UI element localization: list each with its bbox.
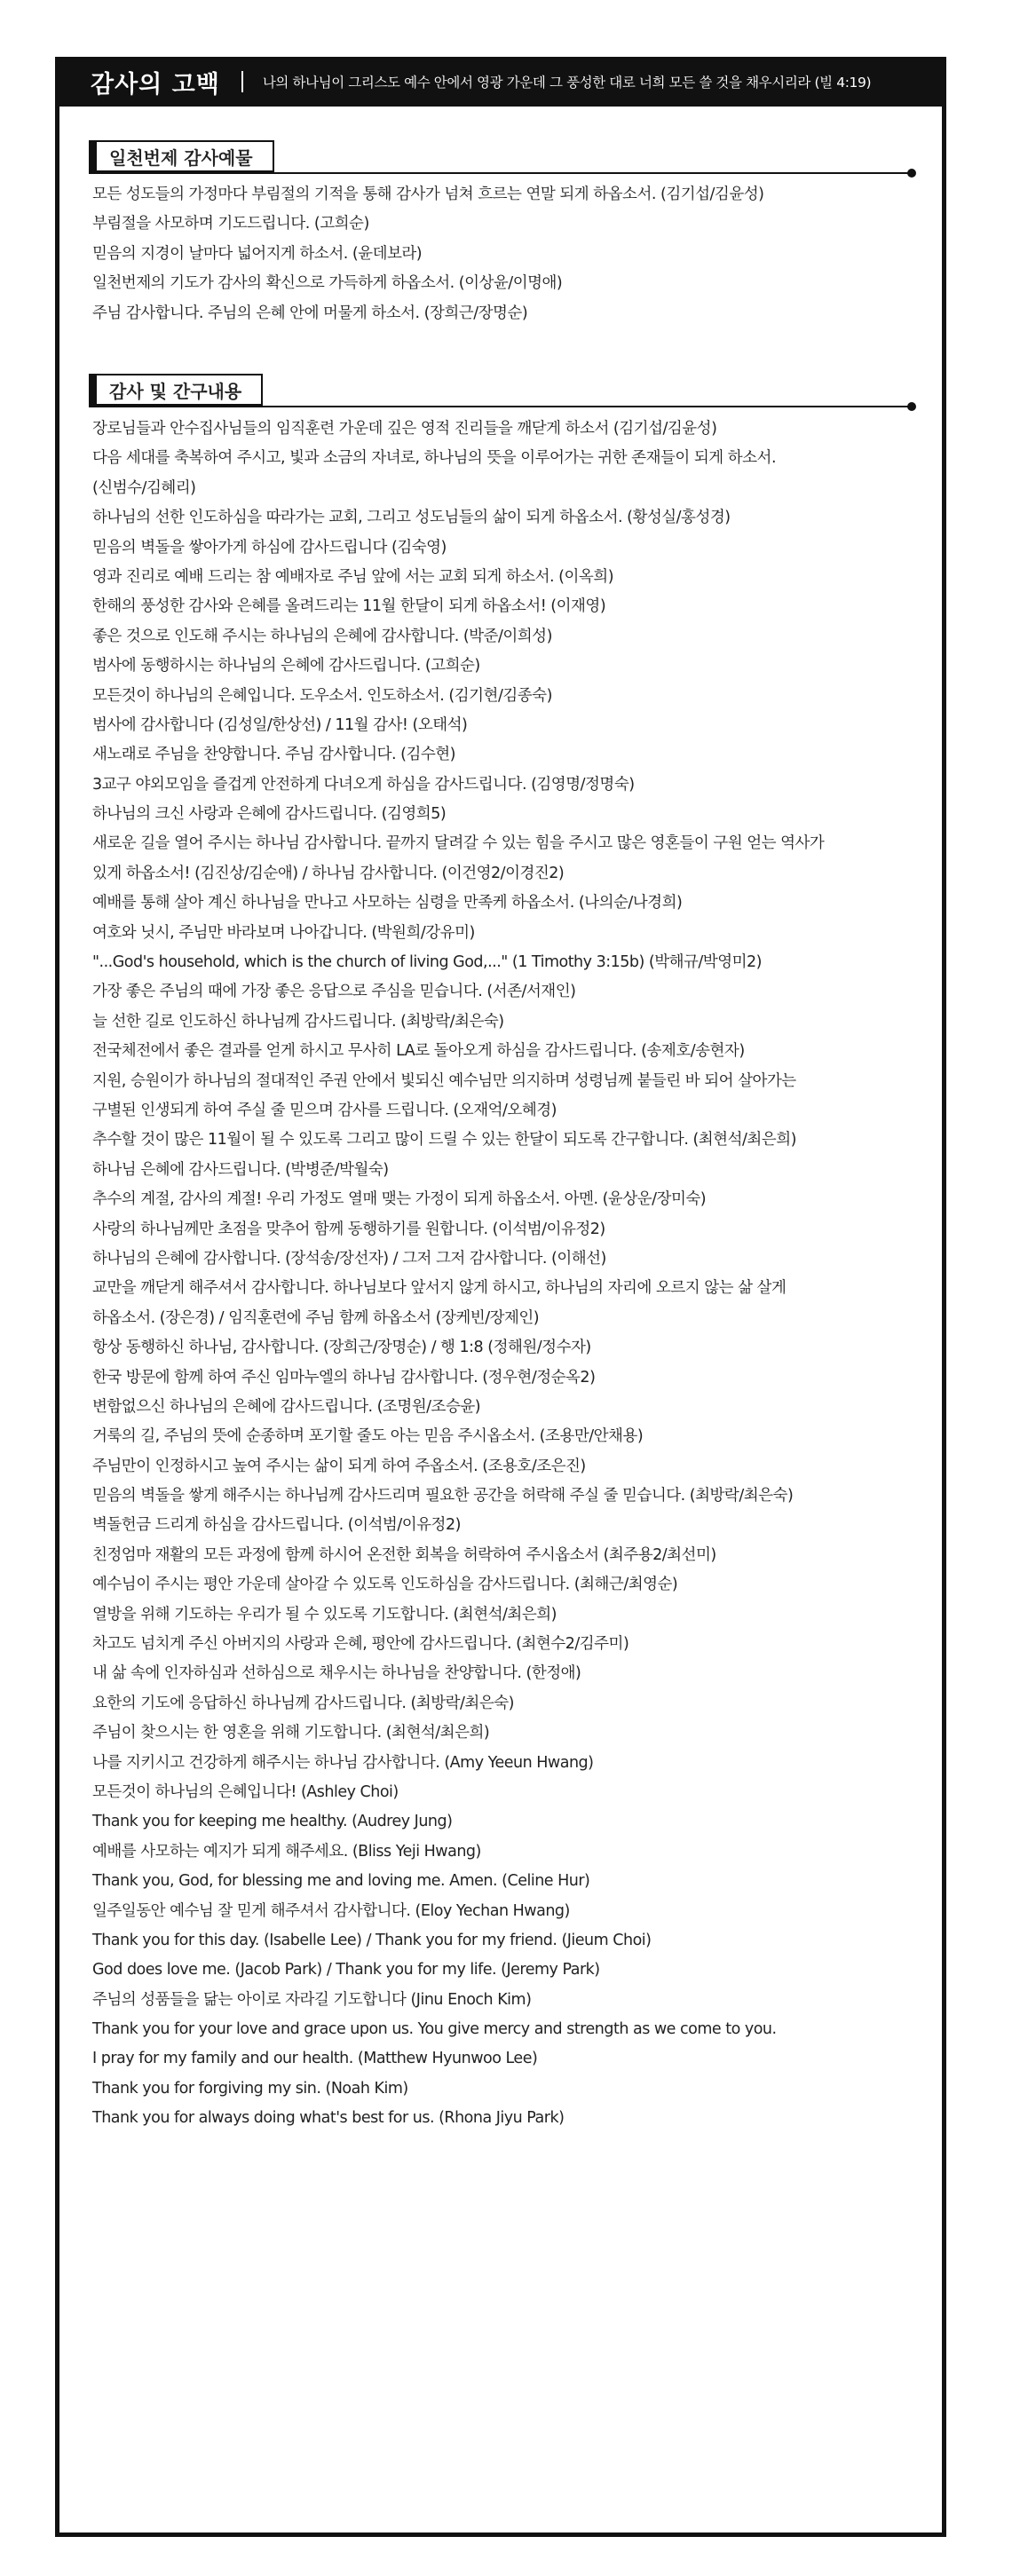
section-title: 감사 및 간구내용 <box>97 374 263 406</box>
list-item: 일주일동안 예수님 잘 믿게 해주셔서 감사합니다. (Eloy Yechan Hwang) <box>92 1901 570 1920</box>
list-item: Thank you for keeping me healthy. (Audrey Jung) <box>92 1813 453 1831</box>
list-item: 믿음의 벽돌을 쌓아가게 하심에 감사드립니다 (김숙영) <box>92 538 447 557</box>
list-item: Thank you for forgiving my sin. (Noah Kim) <box>92 2079 408 2098</box>
list-item: 친정엄마 재활의 모든 과정에 함께 하시어 온전한 회복을 허락하여 주시옵소서 (최주용2/최선미) <box>92 1545 716 1564</box>
list-item: 내 삶 속에 인자하심과 선하심으로 채우시는 하나님을 찬양합니다. (한정애) <box>92 1664 581 1683</box>
list-item: 모든것이 하나님의 은혜입니다! (Ashley Choi) <box>92 1782 399 1801</box>
list-item: 추수의 계절, 감사의 계절! 우리 가정도 열매 맺는 가정이 되게 하옵소서. 아멘. (윤상운/장미숙) <box>92 1190 707 1209</box>
list-item: 추수할 것이 많은 11월이 될 수 있도록 그리고 많이 드릴 수 있는 한달이 되도록 간구합니다. (최현석/최은희) <box>92 1131 796 1150</box>
list-item: 지원, 승원이가 하나님의 절대적인 주권 안에서 빛되신 예수님만 의지하며 성령님께 붙들린 바 되어 살아가는 <box>92 1071 796 1090</box>
list-item: 범사에 감사합니다 (김성일/한상선) / 11월 감사! (오태석) <box>92 715 468 734</box>
list-item: 항상 동행하신 하나님, 감사합니다. (장희근/장명순) / 행 1:8 (정해원/정수자) <box>92 1339 591 1357</box>
section-rule-dot <box>907 169 916 178</box>
list-item: 요한의 기도에 응답하신 하나님께 감사드립니다. (최방락/최은숙) <box>92 1694 514 1712</box>
page-title: 감사의 고백 <box>91 70 220 99</box>
list-item: 주님이 찾으시는 한 영혼을 위해 기도합니다. (최현석/최은희) <box>92 1724 490 1742</box>
section-rule-dot <box>907 402 916 411</box>
page-header <box>55 57 946 107</box>
section-heading-offerings <box>89 140 274 172</box>
list-item: 하나님 은혜에 감사드립니다. (박병준/박월숙) <box>92 1160 389 1179</box>
list-item: 열방을 위해 기도하는 우리가 될 수 있도록 기도합니다. (최현석/최은희) <box>92 1605 557 1624</box>
list-item: 한국 방문에 함께 하여 주신 임마누엘의 하나님 감사합니다. (정우현/정순옥2) <box>92 1368 596 1387</box>
list-item: 여호와 닛시, 주님만 바라보며 나아갑니다. (박원희/강유미) <box>92 923 475 942</box>
list-item: 가장 좋은 주님의 때에 가장 좋은 응답으로 주심을 믿습니다. (서존/서재인) <box>92 983 576 1001</box>
list-item: God does love me. (Jacob Park) / Thank you for my life. (Jeremy Park) <box>92 1961 600 1979</box>
list-item: 예배를 통해 살아 계신 하나님을 만나고 사모하는 심령을 만족케 하옵소서. (나의순/나경희) <box>92 894 683 913</box>
list-item: 하나님의 선한 인도하심을 따라가는 교회, 그리고 성도님들의 삶이 되게 하옵소서. (황성실/홍성경) <box>92 509 731 527</box>
list-item: 장로님들과 안수집사님들의 임직훈련 가운데 깊은 영적 진리들을 깨닫게 하소서 (김기섭/김윤성) <box>92 420 717 438</box>
list-item: 3교구 야외모임을 즐겁게 안전하게 다녀오게 하심을 감사드립니다. (김영명/정명숙) <box>92 775 635 794</box>
list-item: 일천번제의 기도가 감사의 확신으로 가득하게 하옵소서. (이상윤/이명애) <box>92 274 563 293</box>
list-item: 교만을 깨닫게 해주셔서 감사합니다. 하나님보다 앞서지 않게 하시고, 하나님의 자리에 오르지 않는 삶 살게 <box>92 1279 787 1298</box>
list-item: 늘 선한 길로 인도하신 하나님께 감사드립니다. (최방락/최은숙) <box>92 1012 504 1031</box>
list-item: 거룩의 길, 주님의 뜻에 순종하며 포기할 줄도 아는 믿음 주시옵소서. (조용만/안채용) <box>92 1427 644 1446</box>
list-item: 하옵소서. (장은경) / 임직훈련에 주님 함께 하옵소서 (장케빈/장제인) <box>92 1308 540 1327</box>
list-item: 하나님의 은혜에 감사합니다. (장석송/장선자) / 그저 그저 감사합니다. (이해선) <box>92 1249 606 1268</box>
list-item: Thank you for this day. (Isabelle Lee) / Thank you for my friend. (Jieum Choi) <box>92 1931 652 1949</box>
list-item: 새노래로 주님을 찬양합니다. 주님 감사합니다. (김수현) <box>92 746 456 764</box>
section-bar <box>89 374 97 406</box>
list-item: 주님 감사합니다. 주님의 은혜 안에 머물게 하소서. (장희근/장명순) <box>92 304 528 322</box>
list-item: 영과 진리로 예배 드리는 참 예배자로 주님 앞에 서는 교회 되게 하소서. (이옥희) <box>92 567 614 586</box>
section-rule <box>89 406 910 407</box>
list-item: 나를 지키시고 건강하게 해주시는 하나님 감사합니다. (Amy Yeeun Hwang) <box>92 1753 594 1772</box>
list-item: 변함없으신 하나님의 은혜에 감사드립니다. (조명원/조승윤) <box>92 1397 481 1416</box>
header-verse: 나의 하나님이 그리스도 예수 안에서 영광 가운데 그 풍성한 대로 너희 모든 쓸 것을 채우시리라 (빌 4:19) <box>262 75 872 91</box>
prayers-list <box>92 415 927 2134</box>
list-item: 한해의 풍성한 감사와 은혜를 올려드리는 11월 한달이 되게 하옵소서! (이재영) <box>92 597 606 616</box>
section-title: 일천번제 감사예물 <box>97 140 274 172</box>
list-item: 전국체전에서 좋은 결과를 얻게 하시고 무사히 LA로 돌아오게 하심을 감사드립니다. (송제호/송현자) <box>92 1042 745 1061</box>
header-divider <box>241 71 243 92</box>
list-item: 주님의 성품들을 닮는 아이로 자라길 기도합니다 (Jinu Enoch Kim) <box>92 1990 532 2009</box>
list-item: 좋은 것으로 인도해 주시는 하나님의 은혜에 감사합니다. (박준/이희성) <box>92 627 552 645</box>
list-item: 예배를 사모하는 예지가 되게 해주세요. (Bliss Yeji Hwang) <box>92 1842 481 1861</box>
list-item: 있게 하옵소서! (김진상/김순애) / 하나님 감사합니다. (이건영2/이경진2) <box>92 864 565 882</box>
list-item: 하나님의 크신 사랑과 은혜에 감사드립니다. (김영희5) <box>92 805 447 824</box>
list-item: 믿음의 벽돌을 쌓게 해주시는 하나님께 감사드리며 필요한 공간을 허락해 주실 줄 믿습니다. (최방락/최은숙) <box>92 1487 794 1505</box>
list-item: 범사에 동행하시는 하나님의 은혜에 감사드립니다. (고희순) <box>92 657 480 676</box>
list-item: 새로운 길을 열어 주시는 하나님 감사합니다. 끝까지 달려갈 수 있는 힘을 주시고 많은 영혼들이 구원 얻는 역사가 <box>92 834 825 853</box>
list-item: 차고도 넘치게 주신 아버지의 사랑과 은혜, 평안에 감사드립니다. (최현수2/김주미) <box>92 1635 629 1654</box>
list-item: 벽돌헌금 드리게 하심을 감사드립니다. (이석범/이유정2) <box>92 1516 461 1535</box>
list-item: (신범수/김혜리) <box>92 478 196 497</box>
list-item: 예수님이 주시는 평안 가운데 살아갈 수 있도록 인도하심을 감사드립니다. (최해근/최영순) <box>92 1576 678 1594</box>
section-heading-prayers <box>89 374 263 406</box>
list-item: "...God's household, which is the church of living God,..." (1 Timothy 3:15b) (박해규/박영미2) <box>92 953 762 972</box>
list-item: 구별된 인생되게 하여 주실 줄 믿으며 감사를 드립니다. (오재억/오혜경) <box>92 1101 557 1119</box>
list-item: Thank you for your love and grace upon us. You give mercy and strength as we come to you. <box>92 2020 777 2039</box>
offerings-list <box>92 180 927 328</box>
list-item: I pray for my family and our health. (Matthew Hyunwoo Lee) <box>92 2050 538 2068</box>
list-item: Thank you, God, for blessing me and loving me. Amen. (Celine Hur) <box>92 1872 590 1891</box>
list-item: 다음 세대를 축복하여 주시고, 빛과 소금의 자녀로, 하나님의 뜻을 이루어가는 귀한 존재들이 되게 하소서. <box>92 449 777 468</box>
section-bar <box>89 140 97 172</box>
list-item: 모든 성도들의 가정마다 부림절의 기적을 통해 감사가 넘쳐 흐르는 연말 되게 하옵소서. (김기섭/김윤성) <box>92 186 764 203</box>
list-item: 믿음의 지경이 날마다 넓어지게 하소서. (윤데보라) <box>92 244 423 263</box>
list-item: Thank you for always doing what's best for us. (Rhona Jiyu Park) <box>92 2109 565 2128</box>
list-item: 모든것이 하나님의 은혜입니다. 도우소서. 인도하소서. (김기현/김종숙) <box>92 686 552 705</box>
section-rule <box>89 172 910 174</box>
list-item: 주님만이 인정하시고 높여 주시는 삶이 되게 하여 주옵소서. (조용호/조은진) <box>92 1457 586 1475</box>
list-item: 사랑의 하나님께만 초점을 맞추어 함께 동행하기를 원합니다. (이석범/이유정2) <box>92 1220 605 1238</box>
list-item: 부림절을 사모하며 기도드립니다. (고희순) <box>92 215 369 233</box>
